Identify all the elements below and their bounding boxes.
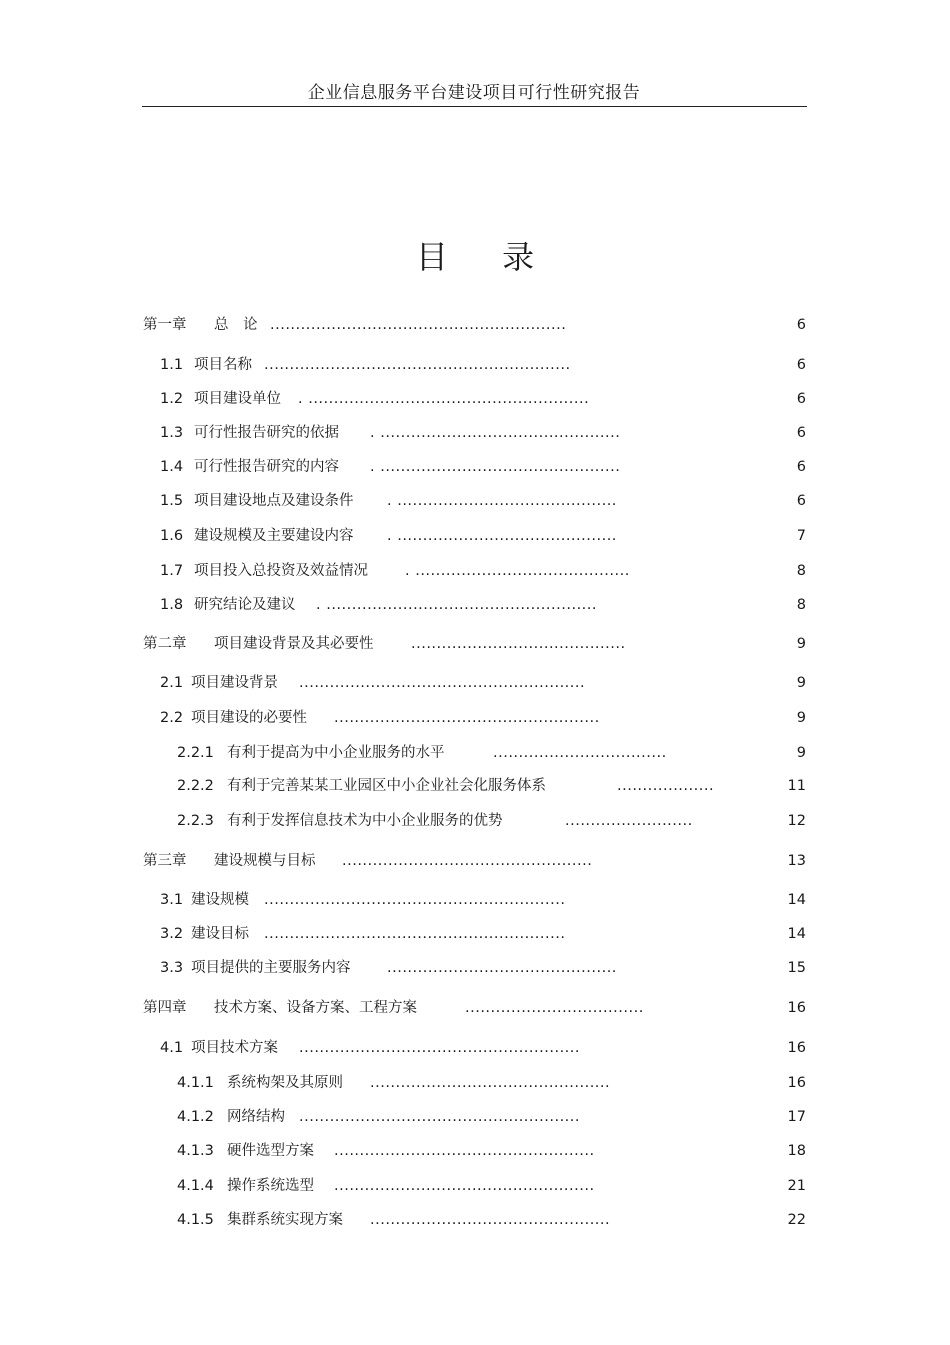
toc-entry-number: 4.1.2 xyxy=(177,1109,214,1125)
toc-leader-dots: . ....................................................... xyxy=(298,391,590,407)
toc-page-number: 9 xyxy=(796,675,806,691)
toc-page-number: 12 xyxy=(787,813,806,829)
toc-entry-number: 4.1.4 xyxy=(177,1178,214,1194)
toc-entry-number: 2.2.3 xyxy=(177,813,214,829)
toc-page-number: 6 xyxy=(796,391,806,407)
toc-entry-title: 可行性报告研究的内容 xyxy=(194,459,339,475)
toc-leader-dots: ............................................... xyxy=(370,1212,611,1228)
toc-entry-number: 1.8 xyxy=(160,597,184,613)
toc-leader-dots: .................................. xyxy=(493,745,667,761)
toc-leader-dots: ................... xyxy=(617,778,715,794)
toc-leader-dots: . ............................................... xyxy=(370,425,621,441)
toc-leader-dots: ........................................................... xyxy=(264,892,566,908)
toc-entry-number: 1.5 xyxy=(160,493,184,509)
toc-entry-title: 有利于发挥信息技术为中小企业服务的优势 xyxy=(227,813,503,829)
toc-entry-title: 建设规模及主要建设内容 xyxy=(194,528,354,544)
toc-leader-dots: .................................................... xyxy=(334,710,600,726)
toc-entry-title: 有利于完善某某工业园区中小企业社会化服务体系 xyxy=(227,778,546,794)
toc-entry-title: 总 论 xyxy=(214,317,258,333)
toc-entry-title: 项目技术方案 xyxy=(191,1040,278,1056)
toc-page-number: 21 xyxy=(787,1178,806,1194)
toc-entry-number: 第三章 xyxy=(143,853,187,869)
toc-entry-title: 项目名称 xyxy=(194,357,252,373)
toc-row[interactable] xyxy=(0,775,950,797)
toc-page-number: 16 xyxy=(787,1040,806,1056)
toc-leader-dots: ......................... xyxy=(565,813,693,829)
toc-entry-number: 3.2 xyxy=(160,926,184,942)
toc-entry-title: 可行性报告研究的依据 xyxy=(194,425,339,441)
toc-page-number: 9 xyxy=(796,710,806,726)
toc-row[interactable] xyxy=(0,707,950,729)
toc-entry-number: 2.2.1 xyxy=(177,745,214,761)
toc-entry-title: 项目建设地点及建设条件 xyxy=(194,493,354,509)
toc-row[interactable] xyxy=(0,742,950,764)
toc-leader-dots: . ............................................... xyxy=(370,459,621,475)
toc-page-number: 15 xyxy=(787,960,806,976)
toc-row[interactable] xyxy=(0,1106,950,1128)
toc-leader-dots: .......................................................... xyxy=(270,317,567,333)
toc-entry-title: 系统构架及其原则 xyxy=(227,1075,343,1091)
toc-page-number: 13 xyxy=(787,853,806,869)
toc-entry-title: 有利于提高为中小企业服务的水平 xyxy=(227,745,445,761)
toc-entry-number: 4.1 xyxy=(160,1040,184,1056)
toc-entry-number: 1.6 xyxy=(160,528,184,544)
toc-entry-number: 3.3 xyxy=(160,960,184,976)
toc-entry-title: 建设规模与目标 xyxy=(214,853,316,869)
toc-row[interactable] xyxy=(0,672,950,694)
toc-row[interactable] xyxy=(0,1209,950,1231)
toc-leader-dots: ....................................................... xyxy=(299,1040,581,1056)
toc-entry-number: 4.1.3 xyxy=(177,1143,214,1159)
toc-entry-title: 项目建设的必要性 xyxy=(191,710,307,726)
toc-entry-number: 1.2 xyxy=(160,391,184,407)
toc-entry-number: 2.1 xyxy=(160,675,184,691)
toc-entry-number: 4.1.1 xyxy=(177,1075,214,1091)
toc-chapter-row[interactable] xyxy=(0,314,950,336)
toc-page-number: 6 xyxy=(796,459,806,475)
toc-leader-dots: ................................................... xyxy=(334,1143,595,1159)
toc-leader-dots: ............................................. xyxy=(387,960,617,976)
toc-entry-title: 操作系统选型 xyxy=(227,1178,314,1194)
toc-title-char-2: 录 xyxy=(502,238,535,276)
toc-entry-number: 第二章 xyxy=(143,636,187,652)
toc-entry-title: 硬件选型方案 xyxy=(227,1143,314,1159)
toc-entry-number: 2.2 xyxy=(160,710,184,726)
toc-entry-title: 集群系统实现方案 xyxy=(227,1212,343,1228)
toc-leader-dots: ............................................................ xyxy=(264,357,571,373)
toc-row[interactable] xyxy=(0,594,950,616)
toc-entry-title: 项目建设单位 xyxy=(194,391,281,407)
toc-row[interactable] xyxy=(0,560,950,582)
toc-row[interactable] xyxy=(0,1175,950,1197)
toc-row[interactable] xyxy=(0,957,950,979)
toc-entry-number: 2.2.2 xyxy=(177,778,214,794)
toc-entry-title: 建设目标 xyxy=(191,926,249,942)
toc-row[interactable] xyxy=(0,923,950,945)
toc-page-number: 6 xyxy=(796,493,806,509)
toc-title-char-1: 目 xyxy=(415,238,448,276)
toc-entry-number: 4.1.5 xyxy=(177,1212,214,1228)
toc-entry-number: 1.7 xyxy=(160,563,184,579)
toc-row[interactable] xyxy=(0,1072,950,1094)
toc-page-number: 14 xyxy=(787,926,806,942)
toc-leader-dots: . ........................................... xyxy=(387,493,617,509)
toc-entry-title: 项目建设背景及其必要性 xyxy=(214,636,374,652)
toc-leader-dots: ........................................................ xyxy=(299,675,586,691)
toc-leader-dots: ............................................... xyxy=(370,1075,611,1091)
toc-page-number: 18 xyxy=(787,1143,806,1159)
toc-entry-title: 网络结构 xyxy=(227,1109,285,1125)
toc-entry-number: 1.3 xyxy=(160,425,184,441)
toc-leader-dots: ................................... xyxy=(465,1000,644,1016)
toc-leader-dots: . .......................................... xyxy=(405,563,630,579)
toc-leader-dots: ................................................. xyxy=(342,853,593,869)
toc-entry-title: 研究结论及建议 xyxy=(194,597,296,613)
toc-chapter-row[interactable] xyxy=(0,997,950,1019)
toc-entry-title: 项目建设背景 xyxy=(191,675,278,691)
toc-row[interactable] xyxy=(0,388,950,410)
toc-page-number: 7 xyxy=(796,528,806,544)
toc-page-number: 16 xyxy=(787,1000,806,1016)
toc-row[interactable] xyxy=(0,810,950,832)
toc-page-number: 17 xyxy=(787,1109,806,1125)
toc-row[interactable] xyxy=(0,889,950,911)
running-header: 企业信息服务平台建设项目可行性研究报告 xyxy=(307,83,641,103)
toc-page-number: 11 xyxy=(787,778,806,794)
toc-page-number: 6 xyxy=(796,425,806,441)
toc-page-number: 8 xyxy=(796,563,806,579)
toc-entry-title: 项目投入总投资及效益情况 xyxy=(194,563,368,579)
toc-leader-dots: ....................................................... xyxy=(299,1109,581,1125)
toc-entry-title: 建设规模 xyxy=(191,892,249,908)
toc-row[interactable] xyxy=(0,1140,950,1162)
toc-entry-number: 第四章 xyxy=(143,1000,187,1016)
toc-page-number: 6 xyxy=(796,357,806,373)
toc-page-number: 6 xyxy=(796,317,806,333)
toc-row[interactable] xyxy=(0,354,950,376)
toc-chapter-row[interactable] xyxy=(0,633,950,655)
toc-entry-title: 项目提供的主要服务内容 xyxy=(191,960,351,976)
toc-row[interactable] xyxy=(0,456,950,478)
toc-entry-number: 第一章 xyxy=(143,317,187,333)
toc-leader-dots: .......................................... xyxy=(411,636,626,652)
toc-page-number: 16 xyxy=(787,1075,806,1091)
toc-row[interactable] xyxy=(0,1037,950,1059)
toc-page-number: 9 xyxy=(796,636,806,652)
toc-leader-dots: . ........................................... xyxy=(387,528,617,544)
toc-entry-number: 3.1 xyxy=(160,892,184,908)
toc-row[interactable] xyxy=(0,490,950,512)
toc-row[interactable] xyxy=(0,525,950,547)
toc-chapter-row[interactable] xyxy=(0,850,950,872)
toc-leader-dots: . ..................................................... xyxy=(316,597,598,613)
toc-entry-number: 1.1 xyxy=(160,357,184,373)
toc-entry-title: 技术方案、设备方案、工程方案 xyxy=(214,1000,417,1016)
toc-entry-number: 1.4 xyxy=(160,459,184,475)
toc-page-number: 22 xyxy=(787,1212,806,1228)
toc-row[interactable] xyxy=(0,422,950,444)
toc-page-number: 9 xyxy=(796,745,806,761)
toc-page-number: 8 xyxy=(796,597,806,613)
toc-leader-dots: ........................................................... xyxy=(264,926,566,942)
toc-leader-dots: ................................................... xyxy=(334,1178,595,1194)
toc-page-number: 14 xyxy=(787,892,806,908)
